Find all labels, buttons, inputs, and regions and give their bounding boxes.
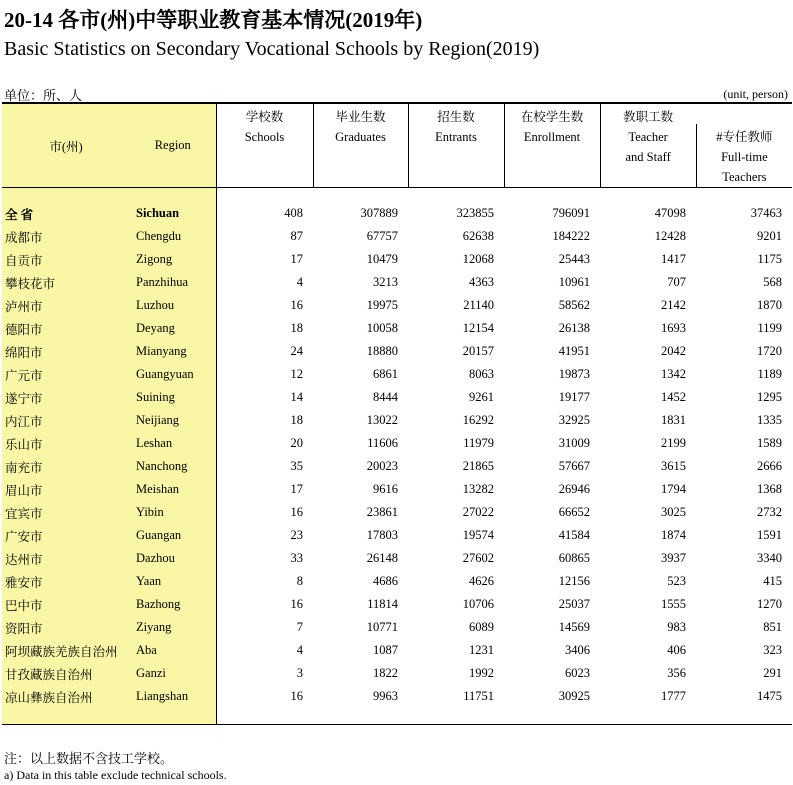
cell-staff: 2199 (661, 436, 686, 450)
table-title-cn: 20-14 各市(州)中等职业教育基本情况(2019年) (4, 8, 423, 32)
cell-staff: 1693 (661, 321, 686, 335)
cell-schools: 87 (290, 229, 303, 243)
cell-staff: 1794 (661, 482, 686, 496)
region-en: Nanchong (130, 455, 216, 478)
cell-enrollment: 12156 (558, 574, 590, 588)
region-cn: 凉山彝族自治州 (2, 685, 130, 708)
header-enrollment (504, 103, 600, 188)
cell-entrants: 4626 (469, 574, 494, 588)
cell-schools: 3 (296, 666, 303, 680)
header-schools (216, 103, 313, 188)
region-en: Ziyang (130, 616, 216, 639)
spacer-en (130, 188, 216, 203)
header-schools-cn: 学校数 (245, 110, 284, 124)
table-row (2, 501, 792, 524)
cell-graduates: 13022 (366, 413, 398, 427)
header-enrollment-cn: 在校学生数 (520, 110, 584, 124)
region-en: Panzhihua (130, 271, 216, 294)
region-en: Yaan (130, 570, 216, 593)
header-region-cn (2, 103, 130, 188)
cell-enrollment: 41951 (558, 344, 590, 358)
header-region-en-text: Region (154, 138, 191, 152)
cell-graduates: 10479 (366, 252, 398, 266)
region-cn: 阿坝藏族羌族自治州 (2, 639, 130, 662)
cell-teachers: 568 (763, 275, 782, 289)
total-row (2, 202, 792, 225)
cell-staff: 356 (667, 666, 686, 680)
table-row (2, 478, 792, 501)
cell-staff: 1417 (661, 252, 686, 266)
region-en: Sichuan (130, 202, 216, 225)
cell-schools: 35 (290, 459, 303, 473)
spacer-cn (2, 188, 130, 203)
cell-schools: 33 (290, 551, 303, 565)
cell-staff: 1555 (661, 597, 686, 611)
table-header (2, 103, 792, 188)
region-cn: 内江市 (2, 409, 130, 432)
cell-enrollment: 25037 (558, 597, 590, 611)
header-region-cn-text: 市(州) (49, 139, 83, 154)
cell-entrants: 11751 (463, 689, 494, 703)
cell-enrollment: 10961 (558, 275, 590, 289)
cell-entrants: 13282 (462, 482, 494, 496)
table-title-en: Basic Statistics on Secondary Vocational Schools by Region(2019) (4, 38, 540, 60)
cell-enrollment: 66652 (558, 505, 590, 519)
header-graduates (313, 103, 408, 188)
cell-entrants: 1992 (469, 666, 494, 680)
cell-teachers: 9201 (757, 229, 782, 243)
table-body (2, 188, 792, 725)
cell-staff: 406 (667, 643, 686, 657)
cell-enrollment: 25443 (558, 252, 590, 266)
end-padding-row (2, 708, 792, 725)
table-row (2, 409, 792, 432)
cell-teachers: 1189 (757, 367, 782, 381)
table-row (2, 616, 792, 639)
cell-teachers: 37463 (750, 206, 782, 220)
cell-teachers: 2666 (757, 459, 782, 473)
cell-graduates: 18880 (366, 344, 398, 358)
cell-graduates: 10058 (366, 321, 398, 335)
table-row (2, 685, 792, 708)
cell-schools: 14 (290, 390, 303, 404)
region-en: Mianyang (130, 340, 216, 363)
cell-entrants: 12154 (462, 321, 494, 335)
cell-entrants: 27022 (462, 505, 494, 519)
header-graduates-cn: 毕业生数 (335, 110, 386, 124)
cell-teachers: 1270 (757, 597, 782, 611)
cell-graduates: 67757 (366, 229, 398, 243)
region-en: Meishan (130, 478, 216, 501)
cell-graduates: 11606 (367, 436, 398, 450)
cell-graduates: 3213 (373, 275, 398, 289)
region-cn: 乐山市 (2, 432, 130, 455)
cell-teachers: 1175 (757, 252, 782, 266)
cell-teachers: 1368 (757, 482, 782, 496)
cell-enrollment: 41584 (558, 528, 590, 542)
cell-entrants: 11979 (463, 436, 494, 450)
cell-enrollment: 31009 (558, 436, 590, 450)
region-cn: 达州市 (2, 547, 130, 570)
cell-graduates: 11814 (367, 597, 398, 611)
cell-graduates: 1087 (373, 643, 398, 657)
cell-entrants: 4363 (469, 275, 494, 289)
region-cn: 资阳市 (2, 616, 130, 639)
cell-entrants: 16292 (462, 413, 494, 427)
region-en: Leshan (130, 432, 216, 455)
cell-teachers: 1199 (757, 321, 782, 335)
header-entrants-en: Entrants (435, 130, 477, 144)
cell-enrollment: 30925 (558, 689, 590, 703)
cell-schools: 17 (290, 482, 303, 496)
header-staff (601, 104, 696, 187)
table-row (2, 593, 792, 616)
region-cn: 德阳市 (2, 317, 130, 340)
table-row (2, 386, 792, 409)
region-cn: 绵阳市 (2, 340, 130, 363)
cell-enrollment: 3406 (565, 643, 590, 657)
cell-graduates: 20023 (366, 459, 398, 473)
cell-graduates: 307889 (360, 206, 398, 220)
cell-teachers: 2732 (757, 505, 782, 519)
header-staff-wrap (601, 104, 793, 187)
table-row (2, 455, 792, 478)
region-cn: 广元市 (2, 363, 130, 386)
cell-entrants: 8063 (469, 367, 494, 381)
region-en: Suining (130, 386, 216, 409)
cell-enrollment: 32925 (558, 413, 590, 427)
cell-schools: 16 (290, 597, 303, 611)
cell-teachers: 1295 (757, 390, 782, 404)
cell-graduates: 1822 (373, 666, 398, 680)
region-en: Chengdu (130, 225, 216, 248)
cell-staff: 3615 (661, 459, 686, 473)
cell-staff: 1342 (661, 367, 686, 381)
statistics-table (2, 102, 792, 725)
cell-staff: 523 (667, 574, 686, 588)
cell-graduates: 9616 (373, 482, 398, 496)
cell-schools: 18 (290, 413, 303, 427)
cell-schools: 18 (290, 321, 303, 335)
cell-entrants: 20157 (462, 344, 494, 358)
cell-staff: 12428 (654, 229, 686, 243)
region-en: Luzhou (130, 294, 216, 317)
cell-entrants: 21140 (463, 298, 494, 312)
cell-entrants: 27602 (462, 551, 494, 565)
header-teachers-cn: #专任教师 (716, 130, 773, 144)
cell-staff: 3937 (661, 551, 686, 565)
region-en: Zigong (130, 248, 216, 271)
header-staff-cn: 教职工数 (623, 110, 674, 124)
region-cn: 南充市 (2, 455, 130, 478)
cell-graduates: 8444 (373, 390, 398, 404)
footnote-en: a) Data in this table exclude technical schools. (4, 768, 227, 782)
header-staff-en-2: and Staff (625, 150, 671, 164)
footnote-cn: 注：以上数据不含技工学校。 (4, 751, 174, 766)
header-enrollment-en: Enrollment (523, 130, 581, 144)
region-en: Guangyuan (130, 363, 216, 386)
cell-staff: 3025 (661, 505, 686, 519)
cell-teachers: 1591 (757, 528, 782, 542)
cell-teachers: 415 (763, 574, 782, 588)
table-row (2, 340, 792, 363)
header-teachers-box (697, 126, 792, 187)
cell-enrollment: 26138 (558, 321, 590, 335)
cell-schools: 408 (284, 206, 303, 220)
cell-schools: 8 (296, 574, 303, 588)
region-cn: 全 省 (2, 202, 130, 225)
cell-staff: 1831 (661, 413, 686, 427)
cell-schools: 23 (290, 528, 303, 542)
cell-teachers: 323 (763, 643, 782, 657)
cell-graduates: 10771 (366, 620, 398, 634)
cell-schools: 7 (296, 620, 303, 634)
header-teachers-en-2: Teachers (722, 170, 767, 184)
cell-staff: 1874 (661, 528, 686, 542)
cell-entrants: 6089 (469, 620, 494, 634)
cell-enrollment: 60865 (558, 551, 590, 565)
cell-enrollment: 6023 (565, 666, 590, 680)
cell-schools: 4 (296, 275, 303, 289)
cell-staff: 707 (667, 275, 686, 289)
cell-graduates: 6861 (373, 367, 398, 381)
table-row (2, 524, 792, 547)
header-staff-en-1: Teacher (628, 130, 668, 144)
cell-schools: 12 (290, 367, 303, 381)
region-cn: 巴中市 (2, 593, 130, 616)
header-entrants (408, 103, 504, 188)
cell-teachers: 3340 (757, 551, 782, 565)
cell-schools: 17 (290, 252, 303, 266)
region-cn: 泸州市 (2, 294, 130, 317)
table-row (2, 248, 792, 271)
cell-entrants: 323855 (456, 206, 494, 220)
cell-staff: 47098 (654, 206, 686, 220)
table-row (2, 317, 792, 340)
header-region-en (130, 103, 216, 188)
cell-enrollment: 58562 (558, 298, 590, 312)
cell-enrollment: 26946 (558, 482, 590, 496)
cell-staff: 983 (667, 620, 686, 634)
table-row (2, 639, 792, 662)
region-en: Dazhou (130, 547, 216, 570)
cell-teachers: 1589 (757, 436, 782, 450)
header-teachers (696, 124, 792, 187)
region-en: Aba (130, 639, 216, 662)
table-row (2, 225, 792, 248)
region-cn: 自贡市 (2, 248, 130, 271)
region-cn: 雅安市 (2, 570, 130, 593)
cell-enrollment: 19873 (558, 367, 590, 381)
unit-label-cn: 单位：所、人 (4, 88, 83, 103)
table-row (2, 294, 792, 317)
cell-schools: 20 (290, 436, 303, 450)
region-cn: 广安市 (2, 524, 130, 547)
header-entrants-cn: 招生数 (437, 110, 475, 124)
cell-teachers: 1335 (757, 413, 782, 427)
cell-enrollment: 14569 (558, 620, 590, 634)
cell-graduates: 17803 (366, 528, 398, 542)
cell-entrants: 62638 (462, 229, 494, 243)
cell-entrants: 21865 (462, 459, 494, 473)
cell-schools: 16 (290, 505, 303, 519)
region-en: Liangshan (130, 685, 216, 708)
cell-schools: 24 (290, 344, 303, 358)
cell-entrants: 1231 (469, 643, 494, 657)
cell-enrollment: 184222 (552, 229, 590, 243)
cell-enrollment: 57667 (558, 459, 590, 473)
cell-enrollment: 19177 (558, 390, 590, 404)
header-staff-group (600, 103, 792, 188)
cell-staff: 2142 (661, 298, 686, 312)
region-cn: 成都市 (2, 225, 130, 248)
cell-graduates: 26148 (366, 551, 398, 565)
end-nums (216, 708, 792, 725)
cell-schools: 16 (290, 298, 303, 312)
cell-graduates: 4686 (373, 574, 398, 588)
cell-graduates: 19975 (366, 298, 398, 312)
cell-enrollment: 796091 (552, 206, 590, 220)
table-row (2, 271, 792, 294)
table-row (2, 662, 792, 685)
cell-entrants: 9261 (469, 390, 494, 404)
table-row (2, 432, 792, 455)
region-cn: 甘孜藏族自治州 (2, 662, 130, 685)
cell-teachers: 1870 (757, 298, 782, 312)
end-en (130, 708, 216, 725)
cell-graduates: 9963 (373, 689, 398, 703)
region-cn: 眉山市 (2, 478, 130, 501)
cell-staff: 1452 (661, 390, 686, 404)
unit-label-en: (unit, person) (723, 87, 788, 101)
spacer-nums (216, 188, 792, 203)
region-en: Yibin (130, 501, 216, 524)
spacer-row (2, 188, 792, 203)
cell-staff: 2042 (661, 344, 686, 358)
end-cn (2, 708, 130, 725)
cell-entrants: 19574 (462, 528, 494, 542)
cell-teachers: 1720 (757, 344, 782, 358)
cell-teachers: 291 (763, 666, 782, 680)
region-cn: 宜宾市 (2, 501, 130, 524)
table-row (2, 363, 792, 386)
cell-schools: 16 (290, 689, 303, 703)
cell-teachers: 851 (763, 620, 782, 634)
header-teachers-en-1: Full-time (721, 150, 768, 164)
cell-entrants: 12068 (462, 252, 494, 266)
cell-graduates: 23861 (366, 505, 398, 519)
region-en: Neijiang (130, 409, 216, 432)
cell-teachers: 1475 (757, 689, 782, 703)
region-en: Guangan (130, 524, 216, 547)
cell-entrants: 10706 (462, 597, 494, 611)
header-graduates-en: Graduates (335, 130, 386, 144)
region-en: Bazhong (130, 593, 216, 616)
region-cn: 遂宁市 (2, 386, 130, 409)
table-row (2, 570, 792, 593)
region-cn: 攀枝花市 (2, 271, 130, 294)
region-en: Deyang (130, 317, 216, 340)
region-en: Ganzi (130, 662, 216, 685)
table-row (2, 547, 792, 570)
cell-staff: 1777 (661, 689, 686, 703)
cell-schools: 4 (296, 643, 303, 657)
header-schools-en: Schools (244, 130, 285, 144)
